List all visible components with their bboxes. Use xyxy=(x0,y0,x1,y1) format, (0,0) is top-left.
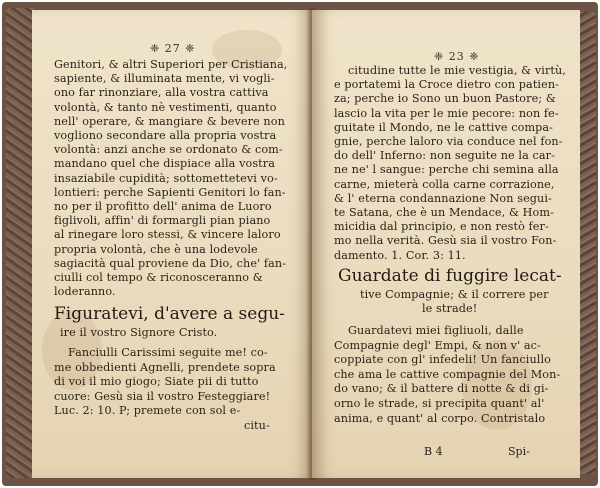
text-line: sapiente, & illuminata mente, vi vogli- xyxy=(54,72,275,86)
text-line: lascio la vita per le mie pecore: non fe- xyxy=(334,106,559,120)
right-section-heading-cont-2: le strade! xyxy=(422,302,478,315)
right-section-heading-cont: tive Compagnie; & il correre per xyxy=(360,288,549,301)
right-section-heading: Guardate di fuggire lecat- xyxy=(338,266,562,286)
text-line: loderanno. xyxy=(54,285,116,299)
text-line: me obbedienti Agnelli, prendete sopra xyxy=(54,360,276,374)
text-line: Luc. 2: 10. P; premete con sol e- xyxy=(54,404,241,418)
text-line: ne ne' l sangue: perche chi semina alla xyxy=(334,163,559,177)
text-line: Genitori, & altri Superiori per Cristiana, xyxy=(54,58,288,71)
text-line: citu- xyxy=(244,419,270,432)
text-line: damento. 1. Cor. 3: 11. xyxy=(334,248,466,262)
text-line: cuore: Gesù sia il vostro Festeggiare! xyxy=(54,389,271,403)
book-cover-left-edge xyxy=(6,8,34,478)
text-line: nell' operare, & mangiare & bevere non xyxy=(54,114,285,128)
text-line: anima, e quant' al corpo. Contristalo xyxy=(334,411,546,425)
text-line: vogliono secondare alla propria vostra xyxy=(54,129,277,142)
text-line: Guardatevi miei figliuoli, dalle xyxy=(348,324,524,337)
text-line: orno le strade, si precipita quant' al' xyxy=(334,397,545,410)
text-line: citudine tutte le mie vestigia, & virtù, xyxy=(348,64,566,77)
text-line: gnie, perche laloro via conduce nel fon- xyxy=(334,135,563,148)
text-line: propria volontà, che è una lodevole xyxy=(54,242,258,256)
text-line: volontà, & tanto nè vestimenti, quanto xyxy=(54,100,277,114)
book xyxy=(2,2,598,486)
text-line: coppiate con gl' infedeli! Un fanciullo xyxy=(334,353,551,367)
left-section-heading: Figuratevi, d'avere a segu- xyxy=(54,304,285,324)
text-line: al rinegare loro stessi, & vincere laloro xyxy=(54,228,281,242)
text-line: ciulli col tempo & riconosceranno & xyxy=(54,271,263,284)
catchword: Spi- xyxy=(508,445,530,458)
text-line: do vano; & il battere di notte & di gi- xyxy=(334,382,549,396)
left-page xyxy=(32,10,312,478)
text-line: za; perche io Sono un buon Pastore; & xyxy=(334,92,556,106)
text-line: no per il profitto dell' anima de Luoro xyxy=(54,200,272,213)
text-line: volontà: anzi anche se ordonato & com- xyxy=(54,143,283,157)
text-line: Fanciulli Carissimi seguite me! co- xyxy=(68,346,268,359)
signature-mark: B 4 xyxy=(424,445,443,458)
text-line: carne, mieterà colla carne corrazione, xyxy=(334,177,555,191)
page-number-right: ❈ 23 ❈ xyxy=(434,50,480,63)
text-line: mandano quel che dispiace alla vostra xyxy=(54,157,275,171)
text-line: mo nella verità. Gesù sia il vostro Fon- xyxy=(334,234,557,248)
text-line: Compagnie degl' Empi, & non v' ac- xyxy=(334,338,541,352)
right-page xyxy=(312,10,580,478)
text-line: guitate il Mondo, ne le cattive compa- xyxy=(334,120,554,134)
text-line: ono far rinonziare, alla vostra cattiva xyxy=(54,86,269,100)
text-line: do dell' Inferno: non seguite ne la car- xyxy=(334,149,555,163)
text-line: di voi il mio giogo; Siate pii di tutto xyxy=(54,375,259,389)
text-line: che ama le cattive compagnie del Mon- xyxy=(334,367,561,381)
text-line: insaziabile cupidità; sottomettetevi vo- xyxy=(54,171,278,185)
text-line: micidia dal principio, e non restò fer- xyxy=(334,220,549,234)
page-number-left: ❈ 27 ❈ xyxy=(150,42,196,55)
text-line: e portatemi la Croce dietro con patien- xyxy=(334,78,560,92)
left-section-heading-cont: ire il vostro Signore Cristo. xyxy=(60,326,218,339)
text-line: figlivoli, affin' di formargli pian piano xyxy=(54,214,271,228)
text-line: te Satana, che è un Mendace, & Hom- xyxy=(334,206,554,219)
text-line: lontieri: perche Sapienti Genitori lo fan- xyxy=(54,185,286,199)
text-line: sagiacità qual proviene da Dio, che' fan- xyxy=(54,256,287,270)
text-line: & l' eterna condannazione Non segui- xyxy=(334,191,552,205)
